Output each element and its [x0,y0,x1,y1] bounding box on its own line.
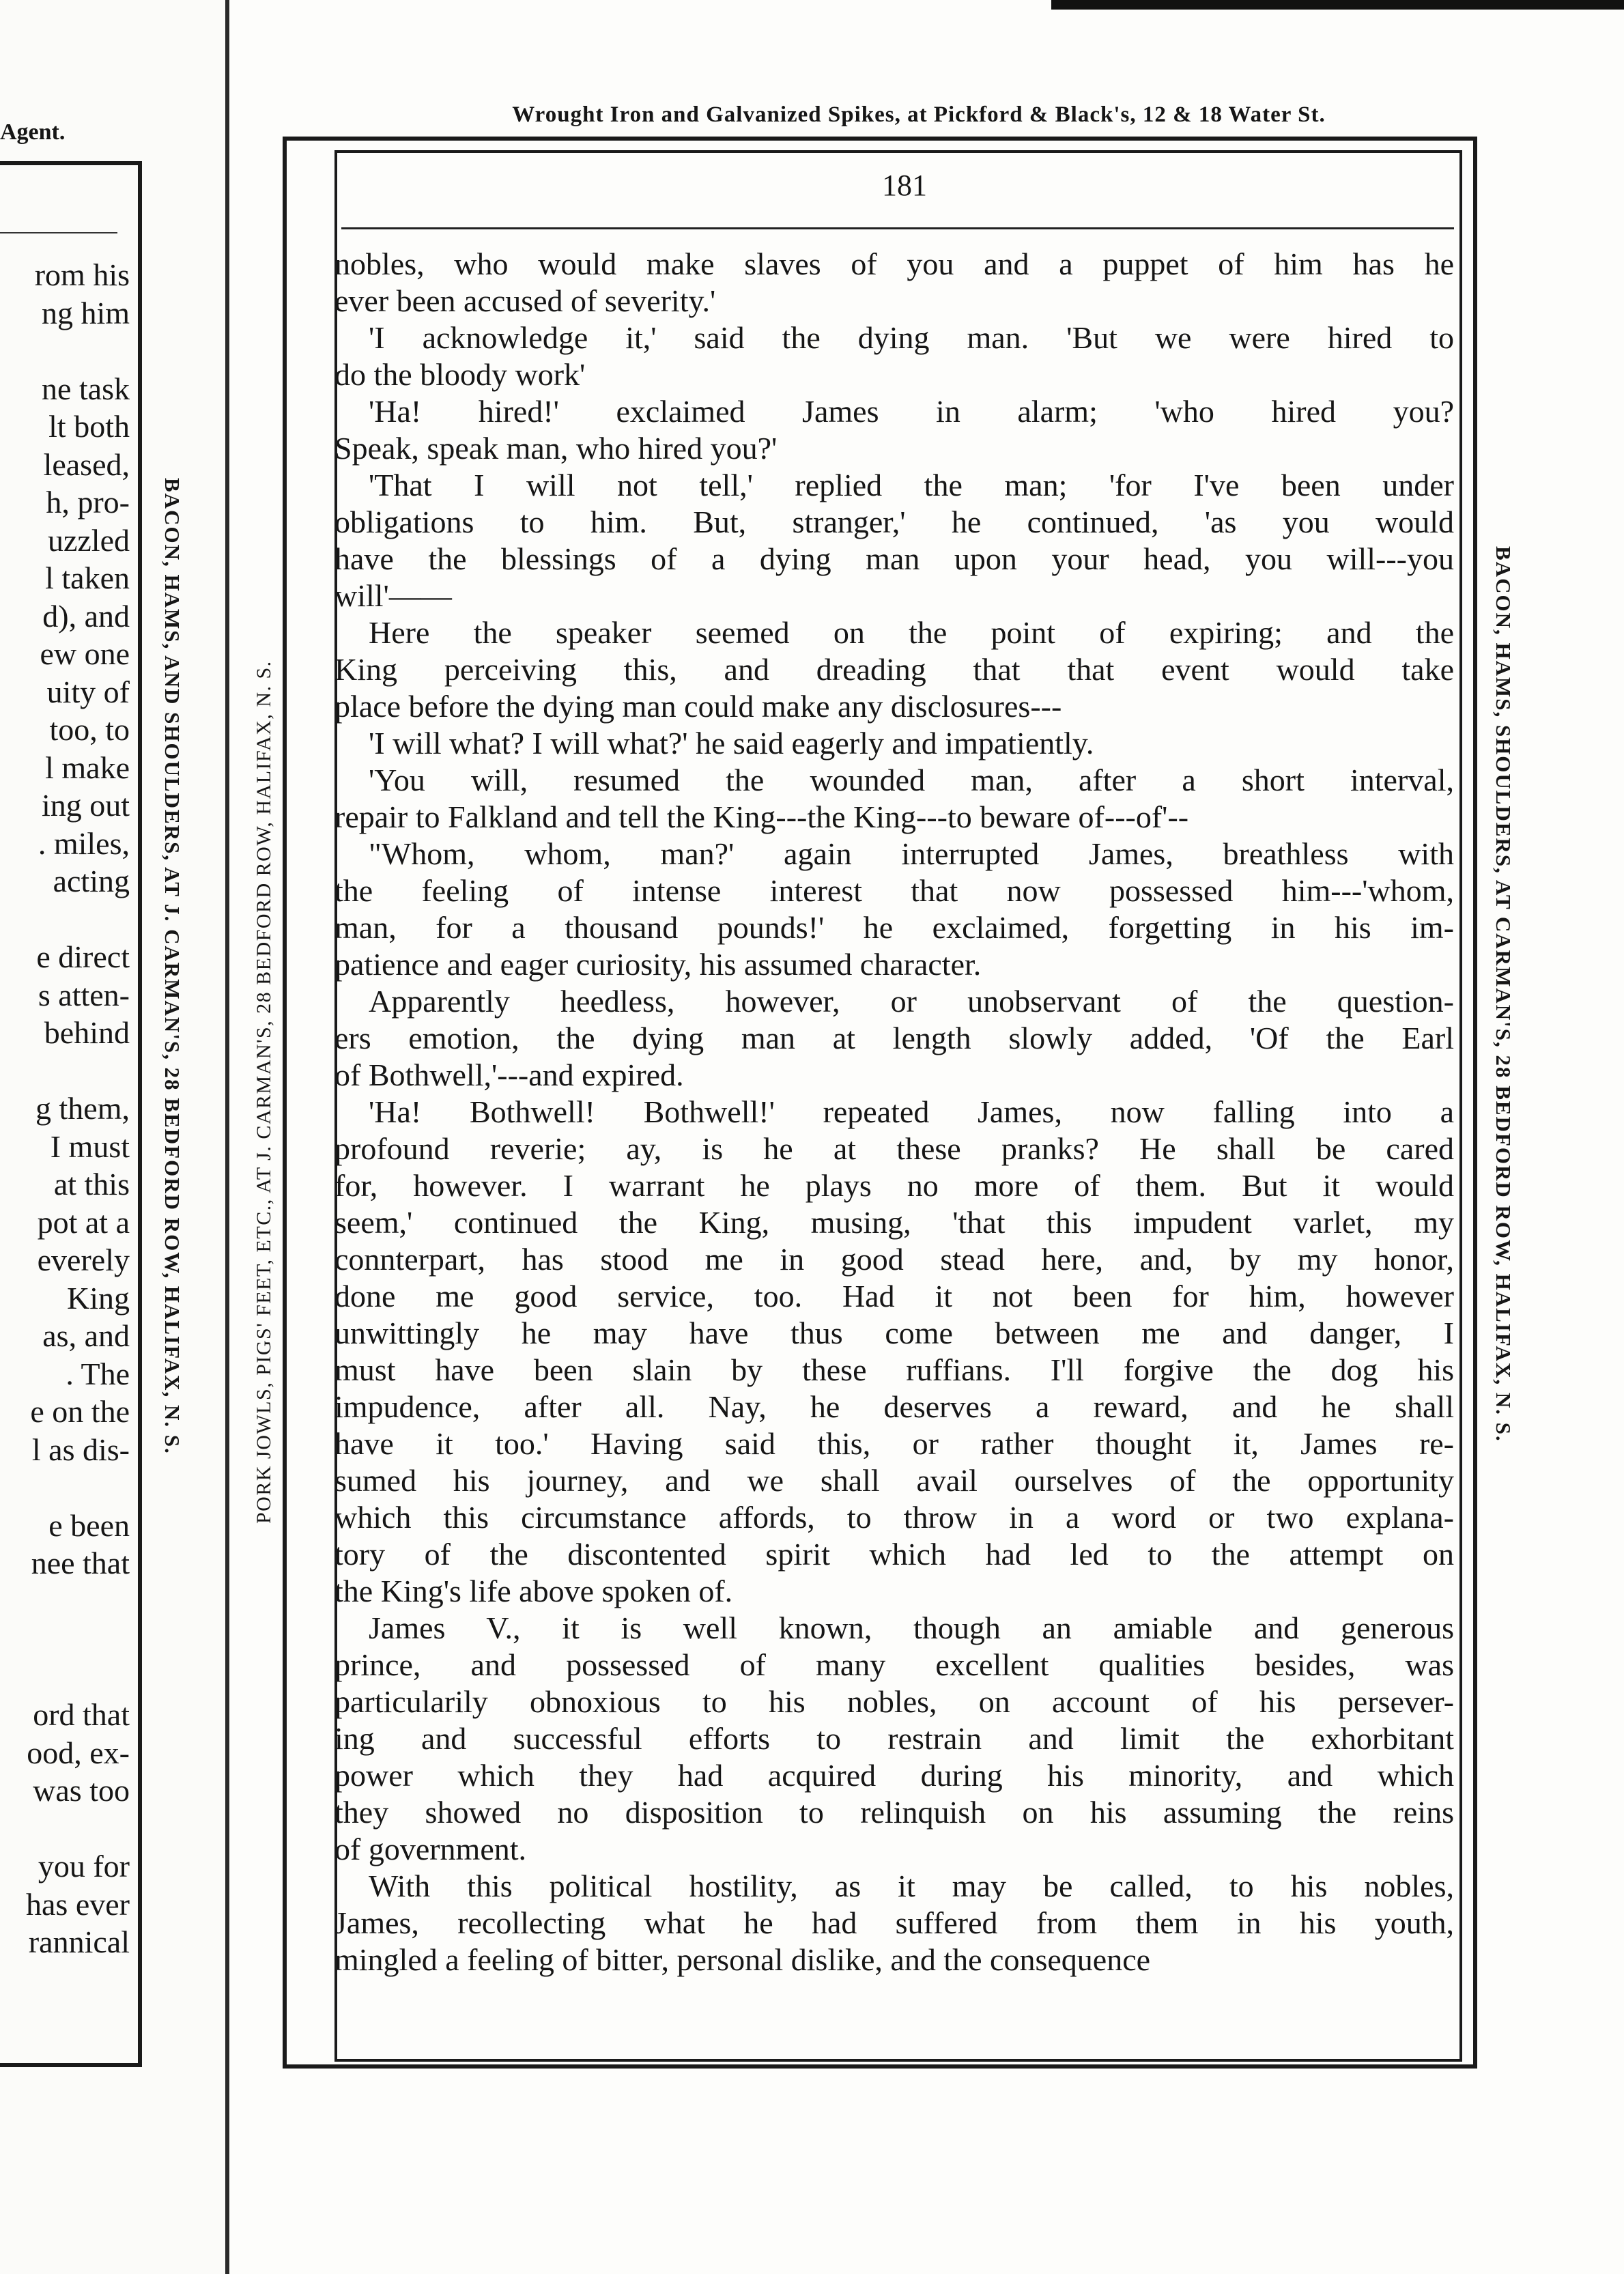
left-text-line: I must [50,1128,130,1164]
left-text-line: s atten- [38,977,130,1012]
text-line: ers emotion, the dying man at length slowly added, 'Of the Earl [334,1021,1454,1055]
text-line: Speak, speak man, who hired you?' [334,431,778,466]
left-text-line: leased, [43,446,130,482]
left-text-line: ing out [41,788,130,823]
text-line: do the bloody work' [334,357,586,392]
text-line: sumed his journey, and we shall avail ourselves of the opportunity [334,1463,1454,1498]
left-page-text [0,256,130,1961]
text-line: James, recollecting what he had suffered from them in his youth, [334,1905,1454,1940]
left-text-line: ne task [41,371,130,406]
text-line: seem,' continued the King, musing, 'that this impudent varlet, my [334,1205,1454,1240]
text-line: King perceiving this, and dreading that that event would take [334,652,1454,687]
text-line: Here the speaker seemed on the point of expiring; and the [369,615,1454,650]
left-text-line: acting [53,864,130,898]
scan-edge-band [1051,0,1624,10]
text-line: they showed no disposition to relinquish on his assuming the reins [334,1795,1454,1830]
text-line: 'I acknowledge it,' said the dying man. 'But we were hired to [369,320,1454,355]
left-text-line [0,332,130,370]
text-line: nobles, who would make slaves of you and a puppet of him has he [334,246,1454,281]
right-margin-advertisement: BACON, HAMS, SHOULDERS, AT CARMAN'S, 28 BEDFORD ROW, HALIFAX, N. S. [1492,546,1515,1442]
text-line: 'Ha! Bothwell! Bothwell!' repeated James, now falling into a [369,1094,1454,1129]
left-text-line: ng him [41,295,130,330]
left-text-line: rannical [28,1924,130,1959]
text-line: Apparently heedless, however, or unobservant of the question- [369,984,1454,1019]
left-text-line: King [67,1280,130,1316]
text-line: which this circumstance affords, to throw in a word or two explana- [334,1500,1454,1535]
left-text-line: as, and [42,1318,130,1353]
text-line: tory of the discontented spirit which had led to the attempt on [334,1537,1454,1572]
text-line: 'That I will not tell,' replied the man; 'for I've been under [369,468,1454,502]
left-text-line: e direct [36,939,130,974]
text-line: man, for a thousand pounds!' he exclaimed, forgetting in his im- [334,910,1454,945]
text-line: the feeling of intense interest that now possessed him---'whom, [334,873,1454,908]
left-page-rule [0,232,117,233]
left-page-side-advertisement: BACON, HAMS, AND SHOULDERS, AT J. CARMAN'S, 28 BEDFORD ROW, HALIFAX, N. S. [160,478,184,1455]
left-text-line: everely [37,1242,130,1277]
left-text-line: uity of [46,674,130,709]
top-advertisement: Wrought Iron and Galvanized Spikes, at Pickford & Black's, 12 & 18 Water St. [512,102,1326,127]
left-text-line [0,1620,130,1658]
text-line: patience and eager curiosity, his assumed character. [334,947,982,982]
text-line: 'Ha! hired!' exclaimed James in alarm; 'who hired you? [369,394,1454,429]
text-line: the King's life above spoken of. [334,1574,733,1608]
left-text-line [0,1658,130,1696]
left-text-line: nee that [31,1546,130,1580]
text-line: for, however. I warrant he plays no more of them. But it would [334,1168,1454,1203]
text-line: impudence, after all. Nay, he deserves a reward, and he shall [334,1389,1454,1424]
page-number: 181 [882,169,927,202]
left-text-line: at this [53,1167,130,1202]
left-text-line: d), and [42,598,130,634]
text-line: must have been slain by these ruffians. I'll forgive the dog his [334,1352,1454,1387]
left-text-line [0,1052,130,1090]
left-text-line: pot at a [37,1204,130,1240]
left-text-line: g them, [35,1091,130,1126]
left-text-line: was too [33,1773,130,1808]
text-line: have the blessings of a dying man upon your head, you will---you [334,541,1454,576]
text-line: obligations to him. But, stranger,' he continued, 'as you would [334,504,1454,539]
left-text-line [0,1582,130,1621]
left-page-header: Agent. [0,119,66,145]
left-text-line: h, pro- [46,485,130,520]
left-text-line [0,900,130,939]
text-line: With this political hostility, as it may be called, to his nobles, [369,1868,1454,1903]
left-page-fragment [0,0,229,2274]
left-text-line: . miles, [38,825,130,861]
text-line: of government. [334,1832,527,1866]
left-text-line: too, to [49,712,130,747]
left-text-line: l taken [45,560,130,595]
text-line: ever been accused of severity.' [334,283,716,318]
text-line: prince, and possessed of many excellent qualities besides, was [334,1647,1454,1682]
text-line: "Whom, whom, man?' again interrupted James, breathless with [369,836,1454,871]
text-line: unwittingly he may have thus come between me and danger, I [334,1316,1454,1350]
left-text-line: ood, ex- [27,1735,130,1770]
left-text-line: l make [45,750,130,785]
left-text-line: ew one [40,636,130,671]
text-line: particularily obnoxious to his nobles, on account of his persever- [334,1684,1454,1719]
text-line: repair to Falkland and tell the King---the King---to beware of---of'-- [334,799,1189,834]
text-line: 'You will, resumed the wounded man, after a short interval, [369,763,1454,797]
left-text-line: e been [48,1507,130,1543]
left-text-line: e on the [30,1394,130,1429]
text-line: 'I will what? I will what?' he said eagerly and impatiently. [369,726,1094,761]
text-line: power which they had acquired during his minority, and which [334,1758,1454,1793]
text-line: mingled a feeling of bitter, personal dislike, and the consequence [334,1942,1151,1977]
left-text-line: ord that [33,1697,130,1732]
text-line: place before the dying man could make any disclosures--- [334,689,1062,724]
left-text-line [0,1810,130,1848]
text-line: James V., it is well known, though an amiable and generous [369,1610,1454,1645]
text-line: will'—— [334,578,452,613]
left-text-line: . The [66,1356,130,1391]
text-line: done me good service, too. Had it not been for him, however [334,1279,1454,1313]
left-text-line: behind [44,1015,130,1050]
left-text-line: uzzled [47,522,130,558]
header-rule [341,227,1454,229]
left-text-line [0,1468,130,1507]
left-text-line: you for [38,1849,130,1884]
left-text-line: l as dis- [31,1432,130,1467]
body-text [334,246,1454,1978]
left-text-line: has ever [26,1886,130,1922]
text-line: connterpart, has stood me in good stead here, and, by my honor, [334,1242,1454,1277]
left-text-line: lt both [48,409,130,444]
text-line: profound reverie; ay, is he at these pranks? He shall be cared [334,1131,1454,1166]
text-line: of Bothwell,'---and expired. [334,1057,684,1092]
left-text-line: rom his [34,257,130,292]
left-margin-advertisement: PORK JOWLS, PIGS' FEET, ETC., AT J. CARMAN'S, 28 BEDFORD ROW, HALIFAX, N. S. [253,660,275,1524]
text-line: have it too.' Having said this, or rather thought it, James re- [334,1426,1454,1461]
text-line: ing and successful efforts to restrain and limit the exhorbitant [334,1721,1454,1756]
